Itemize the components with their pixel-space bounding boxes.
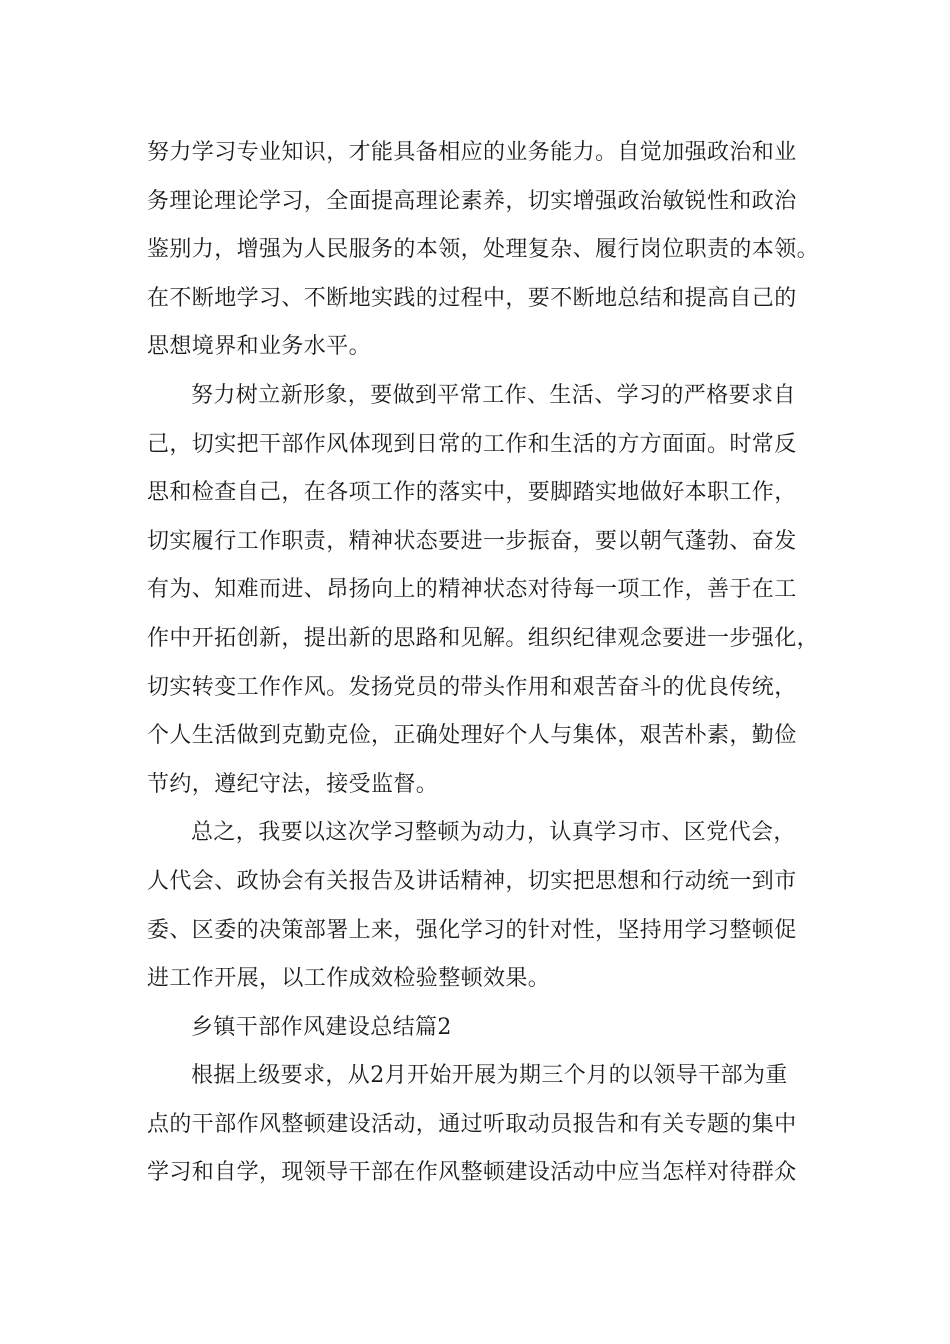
- text-line: 人代会、政协会有关报告及讲话精神，切实把思想和行动统一到市: [147, 868, 797, 894]
- text-line: 切实履行工作职责，精神状态要进一步振奋，要以朝气蓬勃、奋发: [147, 528, 797, 554]
- text-line: 进工作开展，以工作成效检验整顿效果。: [147, 966, 551, 992]
- text-line: 节约，遵纪守法，接受监督。: [147, 771, 439, 797]
- text-line: 思和检查自己，在各项工作的落实中，要脚踏实地做好本职工作，: [147, 480, 797, 506]
- text-line: 务理论理论学习，全面提高理论素养，切实增强政治敏锐性和政治: [147, 188, 797, 214]
- text-line: 在不断地学习、不断地实践的过程中，要不断地总结和提高自己的: [147, 285, 797, 311]
- text-line: 切实转变工作作风。发扬党员的带头作用和艰苦奋斗的优良传统，: [147, 674, 797, 700]
- document-body: [147, 129, 827, 1198]
- text-line: 点的干部作风整顿建设活动，通过听取动员报告和有关专题的集中: [147, 1111, 797, 1137]
- text-line: 个人生活做到克勤克俭，正确处理好个人与集体，艰苦朴素，勤俭: [147, 723, 797, 749]
- text-line: 学习和自学，现领导干部在作风整顿建设活动中应当怎样对待群众: [147, 1160, 797, 1186]
- text-line: 己，切实把干部作风体现到日常的工作和生活的方方面面。时常反: [147, 431, 797, 457]
- text-line: 委、区委的决策部署上来，强化学习的针对性，坚持用学习整顿促: [147, 917, 797, 943]
- text-line: 乡镇干部作风建设总结篇2: [191, 1014, 452, 1040]
- text-line: 鉴别力，增强为人民服务的本领，处理复杂、履行岗位职责的本领。: [147, 237, 820, 263]
- text-line: 有为、知难而进、昂扬向上的精神状态对待每一项工作，善于在工: [147, 577, 797, 603]
- text-line: 努力树立新形象，要做到平常工作、生活、学习的严格要求自: [191, 382, 796, 408]
- text-line: 作中开拓创新，提出新的思路和见解。组织纪律观念要进一步强化，: [147, 625, 820, 651]
- text-line: 根据上级要求，从2月开始开展为期三个月的以领导干部为重: [191, 1063, 788, 1089]
- text-line: 思想境界和业务水平。: [147, 334, 372, 360]
- text-line: 总之，我要以这次学习整顿为动力，认真学习市、区党代会，: [191, 820, 796, 846]
- text-line: 努力学习专业知识，才能具备相应的业务能力。自觉加强政治和业: [147, 140, 797, 165]
